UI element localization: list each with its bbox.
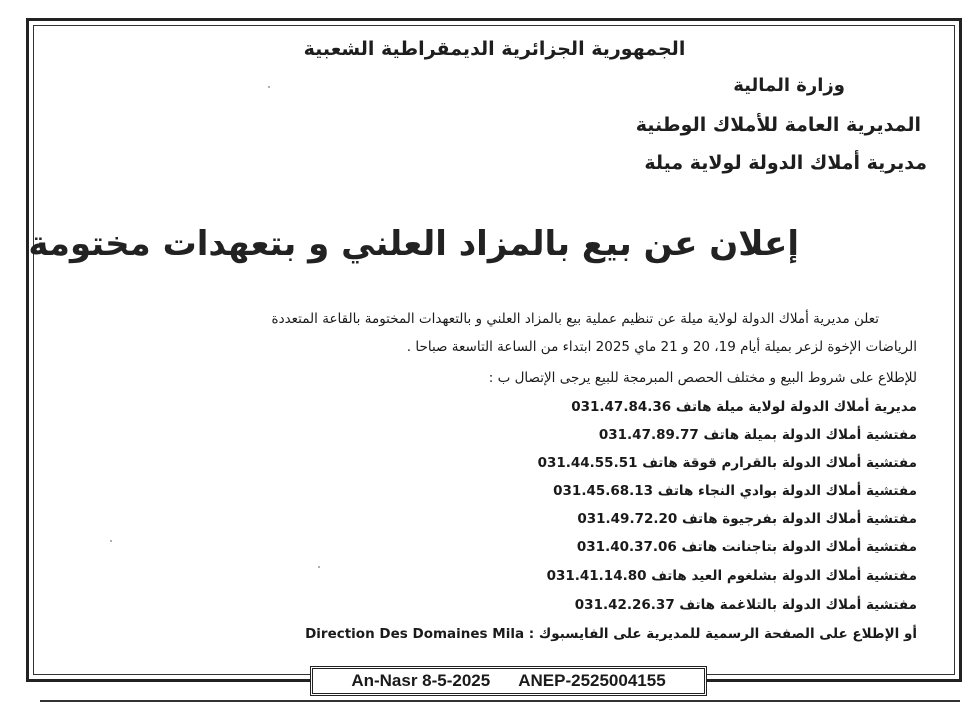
- facebook-text: أو الإطلاع على الصفحة الرسمية للمديرية على الفايسبوك :: [528, 626, 917, 642]
- office-phone: 031.41.14.80: [546, 568, 647, 584]
- office-line: [553, 483, 917, 499]
- office-name: مفتشية أملاك الدولة بالقرارم قوقة هاتف: [642, 455, 917, 471]
- intro-line-3: للإطلاع على شروط البيع و مختلف الحصص المبرمجة للبيع يرجى الإتصال ب :: [488, 370, 917, 386]
- bottom-divider: [40, 700, 960, 702]
- office-name: مفتشية أملاك الدولة بتاجنانت هاتف: [681, 539, 917, 555]
- office-phone: 031.49.72.20: [577, 511, 678, 527]
- intro-line-1: تعلن مديرية أملاك الدولة لولاية ميلة عن تنظيم عملية بيع بالمزاد العلني و بالتعهدات المختومة بالقاعة المتعددة: [271, 311, 879, 327]
- office-line: [547, 568, 917, 584]
- office-line: [599, 427, 917, 443]
- facebook-page-name: Direction Des Domaines Mila: [305, 626, 525, 642]
- announcement-headline: إعلان عن بيع بالمزاد العلني و بتعهدات مختومة: [28, 224, 799, 264]
- office-line: [577, 539, 917, 555]
- newspaper-reference: An-Nasr 8-5-2025: [351, 671, 491, 690]
- office-name: مفتشية أملاك الدولة بميلة هاتف: [703, 427, 917, 443]
- office-name: مفتشية أملاك الدولة بفرجيوة هاتف: [681, 511, 917, 527]
- scan-speck: [110, 540, 112, 542]
- office-name: مفتشية أملاك الدولة بوادي النجاء هاتف: [657, 483, 917, 499]
- scan-speck: [318, 566, 320, 568]
- office-line: [538, 455, 917, 471]
- ministry-name: وزارة المالية: [733, 75, 845, 96]
- office-name: مديرية أملاك الدولة لولاية ميلة هاتف: [675, 399, 917, 415]
- facebook-line: [305, 626, 917, 642]
- republic-title: الجمهورية الجزائرية الديمقراطية الشعبية: [303, 38, 686, 60]
- directorate-name: مديرية أملاك الدولة لولاية ميلة: [644, 152, 927, 174]
- office-name: مفتشية أملاك الدولة بشلغوم العيد هاتف: [651, 568, 917, 584]
- office-line: [575, 597, 917, 613]
- office-phone: 031.47.84.36: [571, 399, 672, 415]
- intro-line-2: الرياضات الإخوة لزعر بميلة أيام 19، 20 و 21 ماي 2025 ابتداء من الساعة التاسعة صباحا .: [406, 339, 917, 355]
- office-phone: 031.47.89.77: [598, 427, 699, 443]
- scan-speck: [268, 86, 270, 88]
- anep-reference: ANEP-2525004155: [518, 671, 666, 690]
- office-phone: 031.42.26.37: [574, 597, 675, 613]
- office-name: مفتشية أملاك الدولة بالتلاغمة هاتف: [679, 597, 917, 613]
- publication-reference-box: [310, 666, 707, 696]
- office-phone: 031.44.55.51: [537, 455, 638, 471]
- general-directorate-name: المديرية العامة للأملاك الوطنية: [635, 114, 921, 136]
- office-phone: 031.40.37.06: [576, 539, 677, 555]
- office-phone: 031.45.68.13: [553, 483, 654, 499]
- office-line: [577, 511, 917, 527]
- office-line: [571, 399, 917, 415]
